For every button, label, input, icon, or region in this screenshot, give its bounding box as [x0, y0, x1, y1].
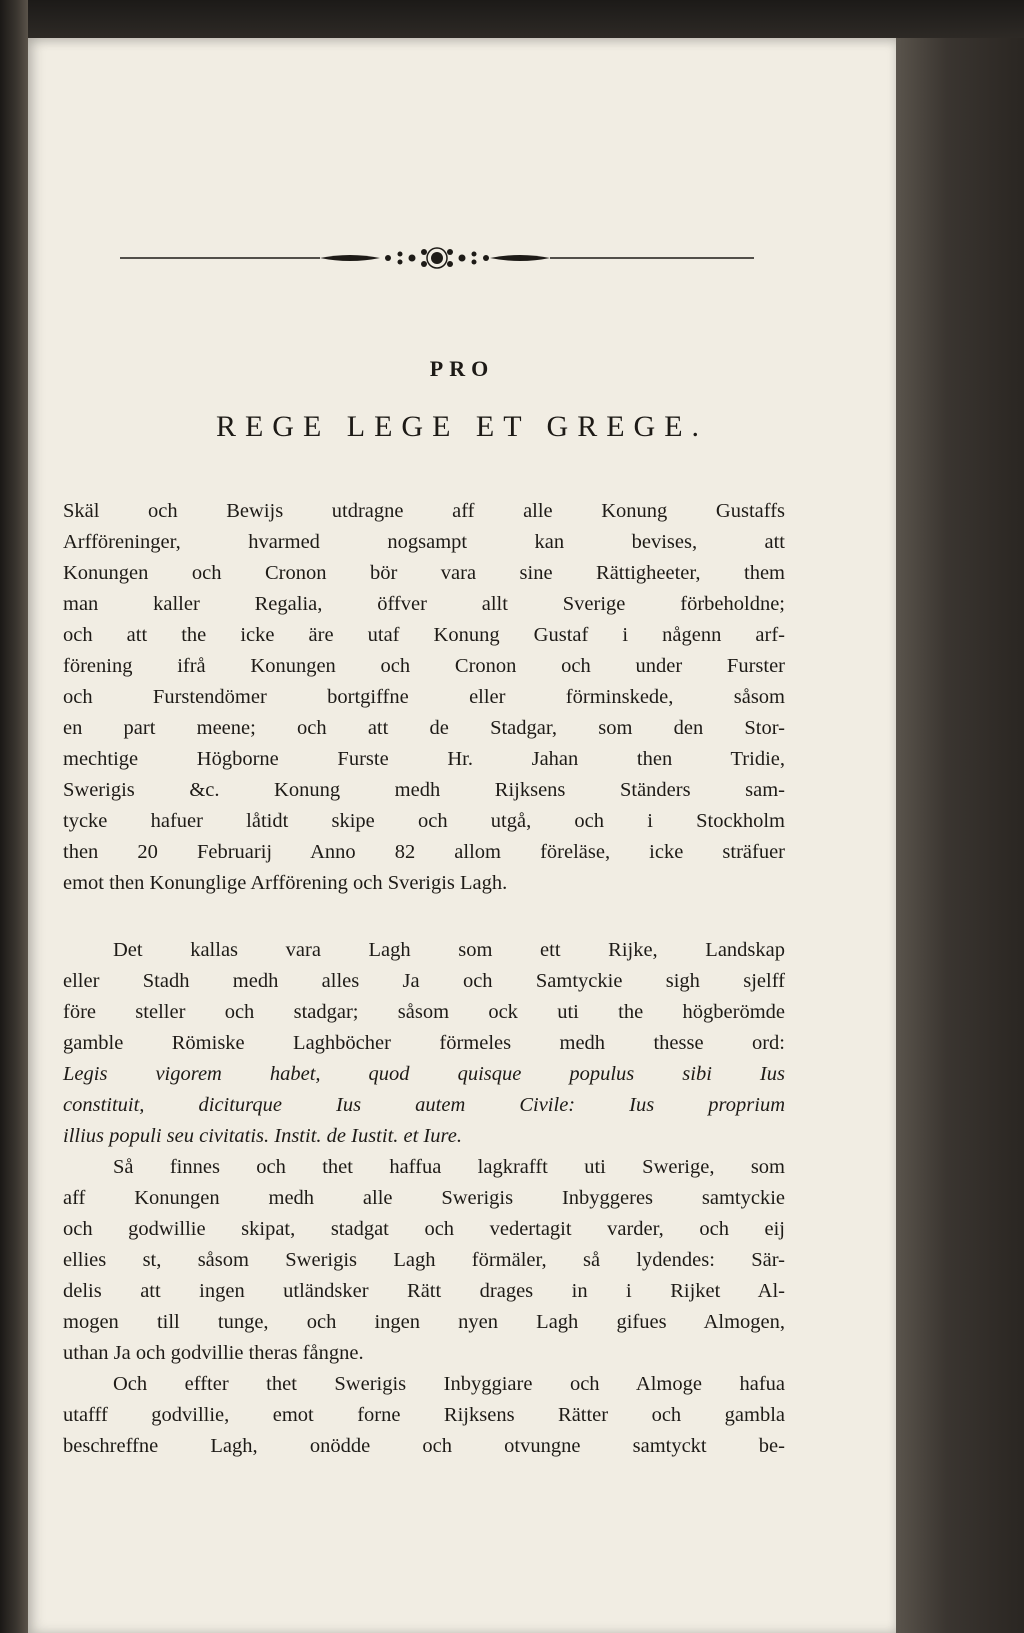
text-line: tycke hafuer låtidt skipe och utgå, och i Stockholm	[63, 810, 785, 832]
text-line: beschreffne Lagh, onödde och otvungne samtyckt be-	[63, 1435, 785, 1457]
text-line: Så finnes och thet haffua lagkrafft uti Swerige, som	[113, 1156, 785, 1178]
latin-quote-line: Legis vigorem habet, quod quisque populus sibi Ius	[63, 1063, 785, 1085]
text-line: Arfföreninger, hvarmed nogsampt kan bevises, att	[63, 531, 785, 553]
heading-pro: PRO	[429, 356, 495, 381]
text-line: gamble Römiske Laghböcher förmeles medh thesse ord:	[63, 1032, 785, 1054]
text-line: utafff godvillie, emot forne Rijksens Rätter och gambla	[63, 1404, 785, 1426]
latin-quote-line: constituit, diciturque Ius autem Civile: Ius proprium	[63, 1094, 785, 1116]
text-line: Skäl och Bewijs utdragne aff alle Konung Gustaffs	[63, 500, 785, 522]
text-line: och Furstendömer bortgiffne eller förminskede, såsom	[63, 686, 785, 708]
text-line: förening ifrå Konungen och Cronon och under Furster	[63, 655, 785, 677]
text-line: aff Konungen medh alle Swerigis Inbyggeres samtyckie	[63, 1187, 785, 1209]
text-line: uthan Ja och godvillie theras fångne.	[63, 1342, 364, 1364]
scan-edge-left	[0, 0, 28, 1633]
text-line: före steller och stadgar; såsom ock uti the högberömde	[63, 1001, 785, 1023]
text-line: ellies st, såsom Swerigis Lagh förmäler, så lydendes: Sär-	[63, 1249, 785, 1271]
text-line: delis att ingen utländsker Rätt drages in i Rijket Al-	[63, 1280, 785, 1302]
scan-shadow-right	[896, 38, 1024, 1633]
text-line: man kaller Regalia, öffver allt Sverige förbeholdne;	[63, 593, 785, 615]
text-line: Swerigis &c. Konung medh Rijksens Ständers sam-	[63, 779, 785, 801]
text-line: mogen till tunge, och ingen nyen Lagh gifues Almogen,	[63, 1311, 785, 1333]
text-line: then 20 Februarij Anno 82 allom föreläse, icke sträfuer	[63, 841, 785, 863]
text-line: Och effter thet Swerigis Inbyggiare och Almoge hafua	[113, 1373, 785, 1395]
text-line: och att the icke äre utaf Konung Gustaf i någenn arf-	[63, 624, 785, 646]
book-page	[28, 38, 896, 1633]
text-line: Konungen och Cronon bör vara sine Rättigheeter, them	[63, 562, 785, 584]
decorative-head-rule-icon	[120, 244, 754, 272]
latin-quote-line: illius populi seu civitatis. Instit. de Iustit. et Iure.	[63, 1125, 462, 1147]
text-line: mechtige Högborne Furste Hr. Jahan then Tridie,	[63, 748, 785, 770]
paragraph-1	[63, 496, 785, 899]
scan-edge-top	[0, 0, 1024, 40]
page-title: REGE LEGE ET GREGE.	[215, 410, 709, 443]
text-line: Det kallas vara Lagh som ett Rijke, Landskap	[113, 939, 785, 961]
text-line: en part meene; och att de Stadgar, som den Stor-	[63, 717, 785, 739]
text-line: emot then Konunglige Arfförening och Sverigis Lagh.	[63, 872, 508, 894]
text-line: och godwillie skipat, stadgat och vedertagit varder, och eij	[63, 1218, 785, 1240]
text-line: eller Stadh medh alles Ja och Samtyckie sigh sjelff	[63, 970, 785, 992]
paragraph-2	[63, 935, 785, 1462]
